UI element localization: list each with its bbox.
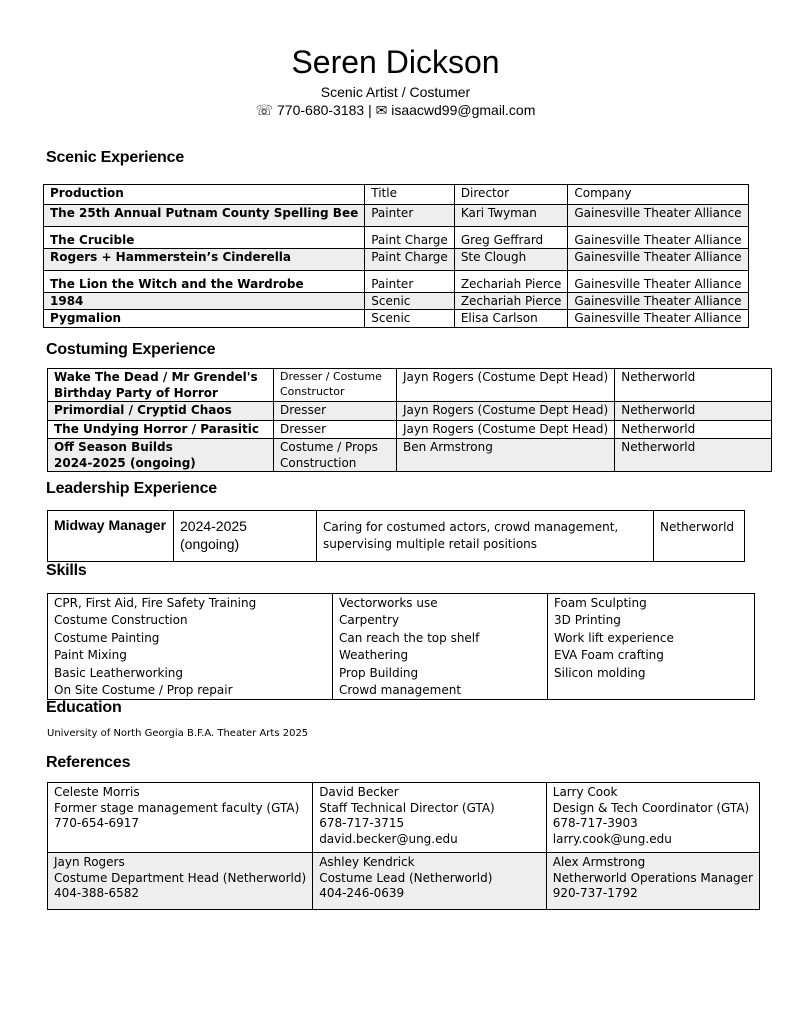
- table-cell: Production: [44, 185, 365, 205]
- education-heading: Education: [46, 699, 122, 716]
- skill-item: Prop Building: [339, 665, 419, 680]
- table-row: [44, 227, 749, 249]
- reference-phone: 920-737-1792: [552, 886, 638, 901]
- reference-card: [313, 852, 547, 909]
- table-cell: Ste Clough: [454, 249, 568, 271]
- skills-column: [333, 594, 548, 700]
- table-cell: Scenic: [365, 310, 455, 328]
- skill-item: Paint Mixing: [54, 648, 127, 663]
- table-cell: Paint Charge: [365, 249, 455, 271]
- table-cell: Pygmalion: [44, 310, 365, 328]
- table-cell: Scenic: [365, 293, 455, 310]
- skill-item: Vectorworks use: [339, 596, 438, 610]
- dates-line: 2024-2025: [180, 518, 247, 534]
- table-row: [48, 783, 760, 853]
- reference-role: Netherworld Operations Manager: [552, 870, 753, 885]
- skill-item: Silicon molding: [554, 665, 646, 680]
- table-cell: Elisa Carlson: [454, 310, 568, 328]
- table-cell: Jayn Rogers (Costume Dept Head): [397, 421, 615, 439]
- reference-phone: 404-388-6582: [54, 886, 140, 901]
- table-row: [48, 402, 772, 421]
- table-cell: The Lion the Witch and the Wardrobe: [44, 271, 365, 293]
- reference-name: Celeste Morris: [54, 785, 140, 799]
- title-line: Costume / Props: [280, 440, 378, 454]
- table-cell: Primordial / Cryptid Chaos: [48, 402, 274, 421]
- table-cell: Gainesville Theater Alliance: [568, 310, 748, 328]
- table-cell: Jayn Rogers (Costume Dept Head): [397, 369, 615, 402]
- skill-item: Basic Leatherworking: [54, 665, 184, 680]
- skill-item: Costume Construction: [54, 613, 188, 628]
- description-line: Caring for costumed actors, crowd management,: [323, 520, 619, 534]
- table-row: [48, 439, 772, 472]
- table-row: [48, 421, 772, 439]
- table-cell: Company: [568, 185, 748, 205]
- skill-item: CPR, First Aid, Fire Safety Training: [54, 596, 257, 610]
- leadership-heading: Leadership Experience: [46, 480, 217, 497]
- dates-line: (ongoing): [180, 536, 240, 552]
- reference-card: [48, 852, 313, 909]
- reference-name: Jayn Rogers: [54, 854, 125, 869]
- reference-role: Costume Lead (Netherworld): [319, 870, 493, 885]
- reference-phone: 404-246-0639: [319, 886, 405, 901]
- skill-item: Can reach the top shelf: [339, 630, 480, 645]
- reference-name: Alex Armstrong: [552, 854, 646, 869]
- table-cell: Gainesville Theater Alliance: [568, 205, 748, 227]
- table-cell: [48, 439, 274, 472]
- table-cell: Title: [365, 185, 455, 205]
- reference-role: Staff Technical Director (GTA): [319, 800, 495, 815]
- table-cell: Dresser: [274, 421, 397, 439]
- table-cell: [274, 439, 397, 472]
- table-cell: Gainesville Theater Alliance: [568, 293, 748, 310]
- table-cell: Painter: [365, 271, 455, 293]
- reference-card: [48, 783, 313, 853]
- table-cell: Kari Twyman: [454, 205, 568, 227]
- scenic-heading: Scenic Experience: [46, 149, 185, 166]
- skills-table: [47, 593, 755, 700]
- table-cell: Netherworld: [654, 511, 745, 562]
- reference-card: [313, 783, 547, 853]
- table-row: [48, 594, 755, 700]
- skill-item: Foam Sculpting: [554, 596, 647, 610]
- skill-item: 3D Printing: [554, 613, 621, 628]
- leadership-table: [47, 510, 745, 562]
- table-cell: Jayn Rogers (Costume Dept Head): [397, 402, 615, 421]
- production-line: Wake The Dead / Mr Grendel's: [54, 370, 258, 384]
- reference-email: larry.cook@ung.edu: [552, 832, 672, 847]
- table-cell: Ben Armstrong: [397, 439, 615, 472]
- table-cell: The Undying Horror / Parasitic: [48, 421, 274, 439]
- reference-phone: 678-717-3903: [552, 816, 638, 831]
- contact-line: ☏ 770-680-3183 | ✉ isaacwd99@gmail.com: [255, 102, 536, 118]
- reference-name: David Becker: [319, 785, 399, 799]
- production-line: 2024-2025 (ongoing): [54, 456, 196, 470]
- skill-item: Work lift experience: [554, 630, 674, 645]
- reference-card: [546, 783, 759, 853]
- reference-phone: 770-654-6917: [54, 816, 140, 831]
- reference-name: Larry Cook: [552, 785, 618, 799]
- table-cell: [174, 511, 317, 562]
- table-cell: Painter: [365, 205, 455, 227]
- table-row: [48, 511, 745, 562]
- reference-phone: 678-717-3715: [319, 816, 405, 831]
- skill-item: On Site Costume / Prop repair: [54, 683, 233, 698]
- table-row: [44, 293, 749, 310]
- education-entry: University of North Georgia B.F.A. Theater Arts 2025: [47, 728, 309, 739]
- resume-name: Seren Dickson: [291, 44, 500, 80]
- skill-item: Carpentry: [339, 613, 400, 628]
- table-cell: Gainesville Theater Alliance: [568, 249, 748, 271]
- table-row: [48, 852, 760, 909]
- resume-subtitle: Scenic Artist / Costumer: [320, 84, 471, 100]
- reference-role: Former stage management faculty (GTA): [54, 800, 300, 815]
- table-row: [48, 369, 772, 402]
- table-cell: Netherworld: [615, 402, 772, 421]
- references-table: [47, 782, 760, 910]
- title-line: Dresser / Costume: [280, 370, 382, 383]
- table-cell: Netherworld: [615, 421, 772, 439]
- table-cell: Rogers + Hammerstein’s Cinderella: [44, 249, 365, 271]
- table-cell: [274, 369, 397, 402]
- table-cell: The Crucible: [44, 227, 365, 249]
- title-line: Construction: [280, 456, 357, 470]
- table-row: [44, 205, 749, 227]
- scenic-table: [43, 184, 749, 328]
- table-row: [44, 310, 749, 328]
- table-cell: Gainesville Theater Alliance: [568, 271, 748, 293]
- reference-role: Design & Tech Coordinator (GTA): [552, 800, 750, 815]
- table-row: [44, 249, 749, 271]
- skills-heading: Skills: [46, 562, 87, 579]
- table-header-row: [44, 185, 749, 205]
- table-cell: Paint Charge: [365, 227, 455, 249]
- skill-item: Crowd management: [339, 683, 462, 698]
- table-cell: Netherworld: [615, 439, 772, 472]
- table-cell: Dresser: [274, 402, 397, 421]
- skill-item: Costume Painting: [54, 630, 160, 645]
- reference-email: david.becker@ung.edu: [319, 832, 458, 847]
- table-cell: Director: [454, 185, 568, 205]
- skill-item: Weathering: [339, 648, 409, 663]
- table-cell: [48, 369, 274, 402]
- table-cell: Zechariah Pierce: [454, 293, 568, 310]
- table-cell: [317, 511, 654, 562]
- table-cell: Greg Geffrard: [454, 227, 568, 249]
- table-cell: The 25th Annual Putnam County Spelling Bee: [44, 205, 365, 227]
- skills-column: [548, 594, 755, 700]
- reference-name: Ashley Kendrick: [319, 854, 415, 869]
- costuming-heading: Costuming Experience: [46, 341, 216, 358]
- table-cell: 1984: [44, 293, 365, 310]
- table-cell: Zechariah Pierce: [454, 271, 568, 293]
- costuming-table: [47, 368, 772, 472]
- leadership-role: Midway Manager: [48, 511, 174, 562]
- reference-role: Costume Department Head (Netherworld): [54, 870, 307, 885]
- table-row: [44, 271, 749, 293]
- production-line: Off Season Builds: [54, 440, 173, 454]
- description-line: supervising multiple retail positions: [323, 537, 538, 551]
- table-cell: Gainesville Theater Alliance: [568, 227, 748, 249]
- skill-item: EVA Foam crafting: [554, 648, 664, 663]
- reference-card: [546, 852, 759, 909]
- skills-column: [48, 594, 333, 700]
- title-line: Constructor: [280, 385, 345, 398]
- production-line: Birthday Party of Horror: [54, 386, 218, 400]
- references-heading: References: [46, 754, 131, 771]
- table-cell: Netherworld: [615, 369, 772, 402]
